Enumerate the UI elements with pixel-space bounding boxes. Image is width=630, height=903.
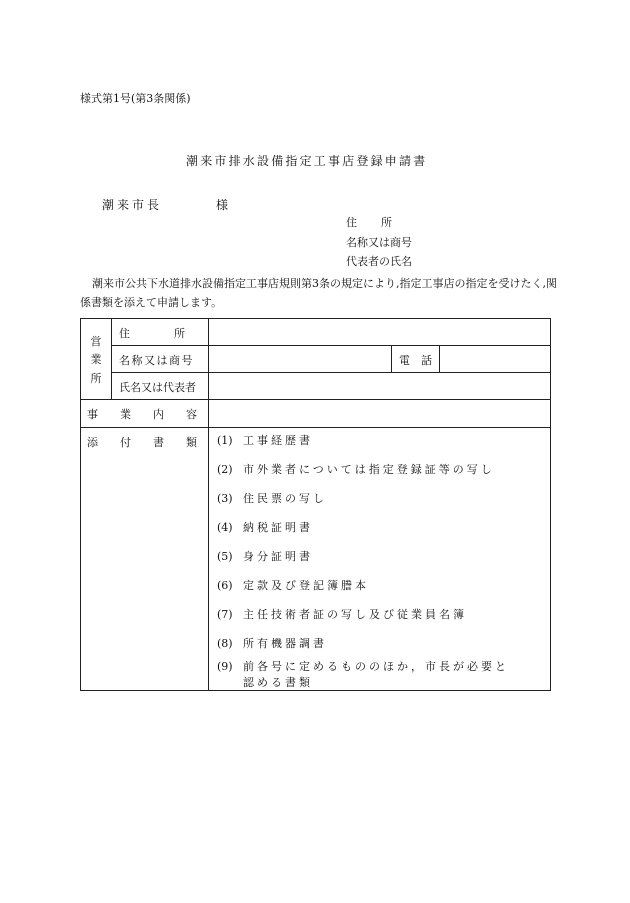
office-label-char: 営 [90, 335, 102, 348]
attachment-text: 納税証明書 [243, 521, 313, 534]
applicant-representative-label: 代表者の氏名 [346, 255, 412, 268]
attachment-item [217, 490, 327, 506]
attachment-text: 定款及び登記簿謄本 [243, 579, 369, 592]
attachment-number: (3) [217, 492, 233, 505]
attachment-text: 前各号に定めるもののほか，市長が必要と [243, 660, 509, 673]
office-address-field[interactable] [209, 320, 550, 345]
attachment-number: (4) [217, 521, 233, 534]
attachment-item [217, 432, 313, 448]
attachment-item [217, 461, 495, 477]
addressee-honorific: 様 [216, 198, 229, 212]
representative-label: 氏名又は代表者 [119, 381, 196, 394]
attachment-number: (6) [217, 579, 233, 592]
office-address-label: 住 所 [119, 327, 185, 340]
attachment-number: (8) [217, 637, 233, 650]
office-label-char: 所 [90, 372, 102, 385]
attachment-text: 所有機器調書 [243, 637, 327, 650]
application-statement: 潮来市公共下水道排水設備指定工事店規則第3条の規定により,指定工事店の指定を受けたく,関係書類を添えて申請します。 [80, 277, 557, 309]
attachment-text-continued: 認める書類 [243, 676, 313, 689]
application-form-table [80, 318, 551, 691]
office-name-label: 名称又は商号 [119, 354, 194, 367]
attachment-item [217, 658, 509, 674]
attachment-text: 住民票の写し [243, 492, 327, 505]
attachment-text: 市外業者については指定登録証等の写し [243, 463, 495, 476]
phone-label: 電 話 [399, 354, 432, 367]
attachments-label: 添 付 書 類 [87, 436, 197, 449]
attachment-item [217, 548, 313, 564]
row-divider [81, 427, 551, 428]
attachment-number: (9) [217, 660, 233, 673]
column-divider [391, 345, 392, 372]
attachment-item [217, 606, 467, 622]
column-divider [111, 319, 112, 399]
attachment-number: (5) [217, 550, 233, 563]
addressee-name: 潮来市長 [102, 198, 163, 212]
document-title: 潮来市排水設備指定工事店登録申請書 [186, 154, 428, 168]
applicant-name-label: 名称又は商号 [346, 236, 412, 249]
business-content-label: 事 業 内 容 [87, 408, 197, 421]
attachment-number: (2) [217, 463, 233, 476]
office-label-char: 業 [90, 353, 102, 366]
attachment-item [217, 577, 369, 593]
attachment-text: 身分証明書 [243, 550, 313, 563]
attachment-item [217, 635, 327, 651]
business-content-field[interactable] [209, 400, 550, 427]
attachment-text: 主任技術者証の写し及び従業員名簿 [243, 608, 467, 621]
applicant-address-label: 住所 [346, 216, 416, 229]
attachment-number: (7) [217, 608, 233, 621]
attachment-text: 工事経歴書 [243, 434, 313, 447]
office-name-field[interactable] [209, 346, 391, 372]
representative-field[interactable] [209, 373, 550, 399]
attachment-number: (1) [217, 434, 233, 447]
attachment-item [217, 519, 313, 535]
phone-field[interactable] [440, 346, 550, 372]
form-number-label: 様式第1号(第3条関係) [80, 92, 191, 105]
